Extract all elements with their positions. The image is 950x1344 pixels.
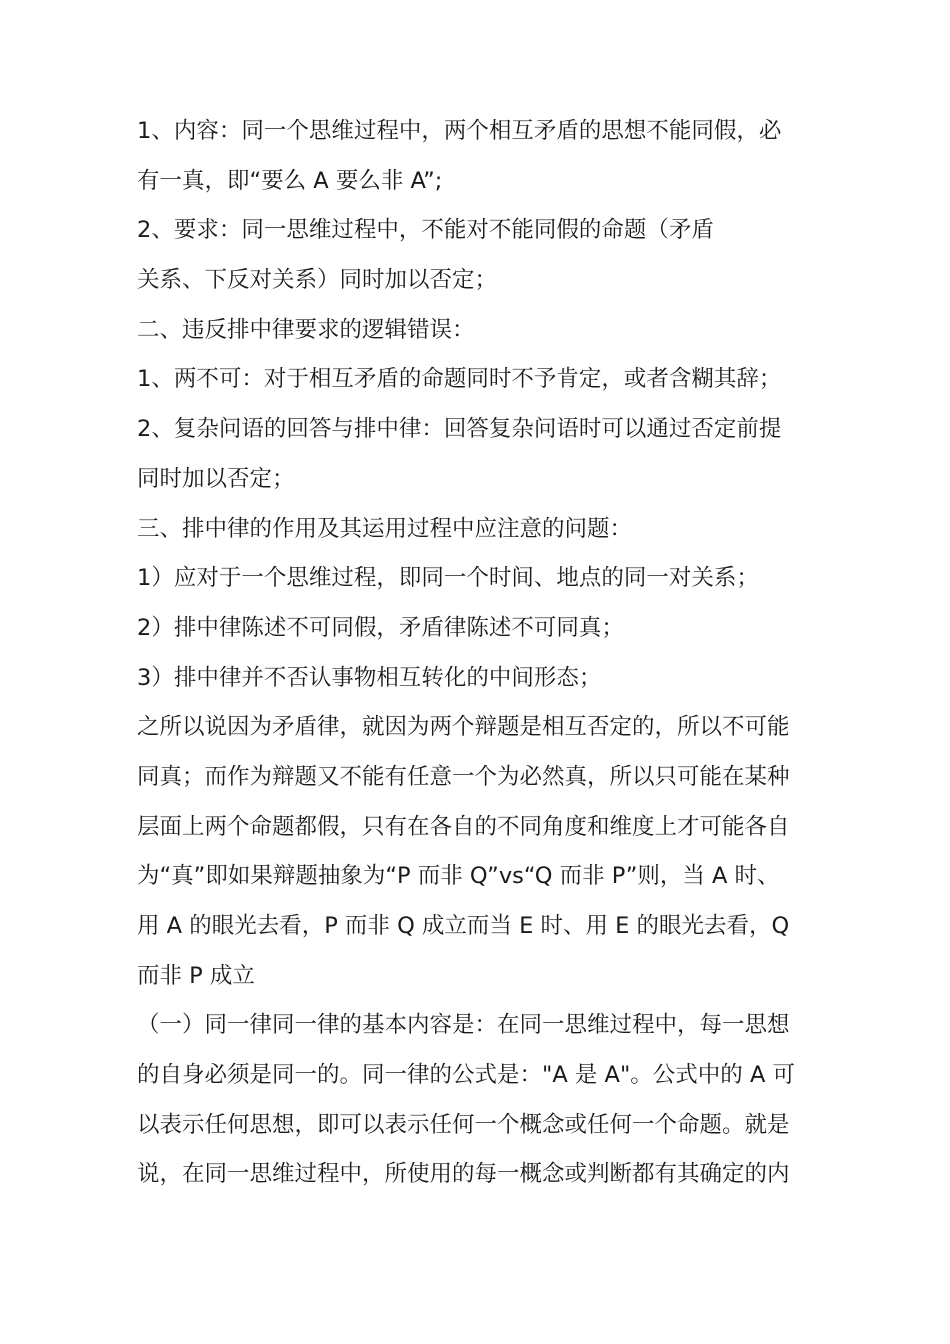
section-heading: 三、排中律的作用及其运用过程中应注意的问题： xyxy=(137,515,633,542)
text-line: 同时加以否定； xyxy=(137,465,295,492)
text-line: 3）排中律并不否认事物相互转化的中间形态； xyxy=(137,664,602,691)
text-line: 层面上两个命题都假，只有在各自的不同角度和维度上才可能各自 xyxy=(137,813,790,840)
text-line: 1、两不可：对于相互矛盾的命题同时不予肯定，或者含糊其辞； xyxy=(137,366,782,393)
text-line: 有一真，即“要么 A 要么非 A”; xyxy=(137,167,443,194)
text-line: 关系、下反对关系）同时加以否定； xyxy=(137,267,498,294)
text-line: 2、复杂问语的回答与排中律：回答复杂问语时可以通过否定前提 xyxy=(137,416,782,443)
text-line: 之所以说因为矛盾律，就因为两个辩题是相互否定的，所以不可能 xyxy=(137,714,790,741)
text-line: 说，在同一思维过程中，所使用的每一概念或判断都有其确定的内 xyxy=(137,1161,790,1188)
section-heading: 二、违反排中律要求的逻辑错误： xyxy=(137,316,475,343)
text-line: （一）同一律同一律的基本内容是：在同一思维过程中，每一思想 xyxy=(137,1012,790,1039)
text-line: 1、内容：同一个思维过程中，两个相互矛盾的思想不能同假，必 xyxy=(137,118,782,144)
document-body xyxy=(137,107,827,1200)
text-line: 同真；而作为辩题又不能有任意一个为必然真，所以只可能在某种 xyxy=(137,763,790,790)
text-line: 以表示任何思想，即可以表示任何一个概念或任何一个命题。就是 xyxy=(137,1111,790,1138)
text-line: 2、要求：同一思维过程中，不能对不能同假的命题（矛盾 xyxy=(137,217,714,244)
text-line: 用 A 的眼光去看，P 而非 Q 成立而当 E 时、用 E 的眼光去看，Q xyxy=(137,913,790,939)
text-line: 的自身必须是同一的。同一律的公式是："A 是 A"。公式中的 A 可 xyxy=(137,1062,795,1089)
text-line: 而非 P 成立 xyxy=(137,962,255,989)
text-line: 为“真”即如果辩题抽象为“P 而非 Q”vs“Q 而非 P”则，当 A 时、 xyxy=(137,863,780,890)
text-line: 2）排中律陈述不可同假，矛盾律陈述不可同真； xyxy=(137,614,624,641)
text-line: 1）应对于一个思维过程，即同一个时间、地点的同一对关系； xyxy=(137,565,759,592)
